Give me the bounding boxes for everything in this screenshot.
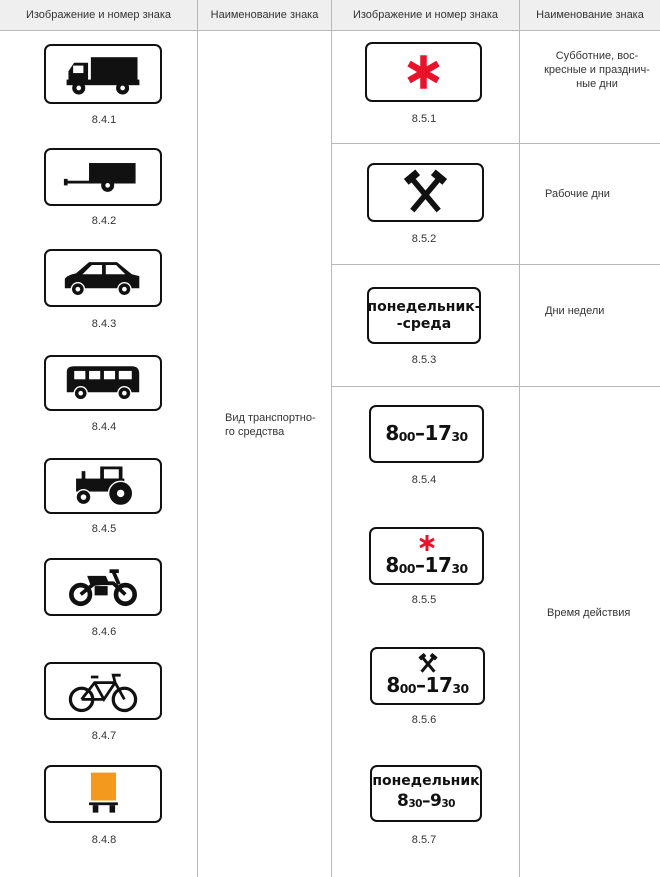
car-icon (46, 251, 160, 305)
tractor-icon (46, 460, 160, 512)
grid-line (197, 0, 198, 877)
sign-name-weekdays: Дни недели (545, 305, 605, 317)
time-range: $8^{00}-17^{30}$ (385, 553, 468, 577)
sign-8-4-2 (44, 148, 162, 206)
sign-8-4-7 (44, 662, 162, 720)
header-image-number-2: Изображение и номер знака (332, 0, 519, 30)
sign-number: 8.4.1 (91, 114, 117, 126)
bus-icon (46, 357, 160, 409)
grid-line (331, 264, 660, 265)
dangerous-goods-vehicle-icon (46, 767, 160, 821)
red-asterisk-icon (367, 44, 480, 100)
sign-8-5-4 (369, 405, 484, 463)
time-range: $8^{30}-9^{30}$ (397, 791, 455, 811)
sign-number: 8.5.3 (411, 354, 437, 366)
sign-number: 8.4.3 (91, 318, 117, 330)
sign-number: 8.4.6 (91, 626, 117, 638)
sign-8-5-3 (367, 287, 481, 344)
sign-number: 8.5.4 (411, 474, 437, 486)
sign-8-4-6 (44, 558, 162, 616)
header-sign-name-2: Наименование знака (520, 0, 660, 30)
sign-8-5-2 (367, 163, 484, 222)
sign-number: 8.5.1 (411, 113, 437, 125)
sign-number: 8.5.5 (411, 594, 437, 606)
sign-name-vehicle-type: Вид транспортно- го средства (225, 412, 316, 438)
sign-number: 8.5.6 (411, 714, 437, 726)
sign-number: 8.4.8 (91, 834, 117, 846)
time-range: $8^{00}-17^{30}$ (385, 420, 468, 445)
motorcycle-icon (46, 560, 160, 614)
red-asterisk-icon (417, 533, 437, 553)
sign-name-time: Время действия (547, 607, 631, 619)
header-sign-name: Наименование знака (198, 0, 331, 30)
sign-8-5-6 (370, 647, 485, 705)
crossed-hammers-icon (369, 165, 482, 220)
grid-line (519, 0, 520, 877)
sign-8-4-1 (44, 44, 162, 104)
sign-number: 8.4.5 (91, 523, 117, 535)
sign-8-4-3 (44, 249, 162, 307)
sign-8-5-7 (370, 765, 482, 822)
bicycle-icon (46, 664, 160, 718)
sign-8-5-1 (365, 42, 482, 102)
header-image-number: Изображение и номер знака (0, 0, 197, 30)
trailer-icon (46, 150, 160, 204)
time-range: $8^{00}-17^{30}$ (386, 673, 469, 697)
sign-name-weekends: Субботние, вос- кресные и празднич- ные дни (544, 50, 650, 90)
sign-number: 8.5.7 (411, 834, 437, 846)
grid-line (0, 30, 660, 31)
grid-line (331, 143, 660, 144)
sign-text-line: -среда (396, 315, 452, 332)
sign-text-line: понедельник (372, 773, 480, 789)
sign-number: 8.5.2 (411, 233, 437, 245)
sign-8-4-4 (44, 355, 162, 411)
sign-name-workdays: Рабочие дни (545, 188, 610, 200)
truck-icon (46, 46, 160, 102)
sign-number: 8.4.7 (91, 730, 117, 742)
sign-8-4-5 (44, 458, 162, 514)
grid-line (331, 0, 332, 877)
sign-text-line: понедельник- (367, 298, 481, 315)
crossed-hammers-icon (416, 653, 440, 673)
sign-number: 8.4.2 (91, 215, 117, 227)
sign-8-5-5 (369, 527, 484, 585)
sign-number: 8.4.4 (91, 421, 117, 433)
sign-8-4-8 (44, 765, 162, 823)
grid-line (331, 386, 660, 387)
